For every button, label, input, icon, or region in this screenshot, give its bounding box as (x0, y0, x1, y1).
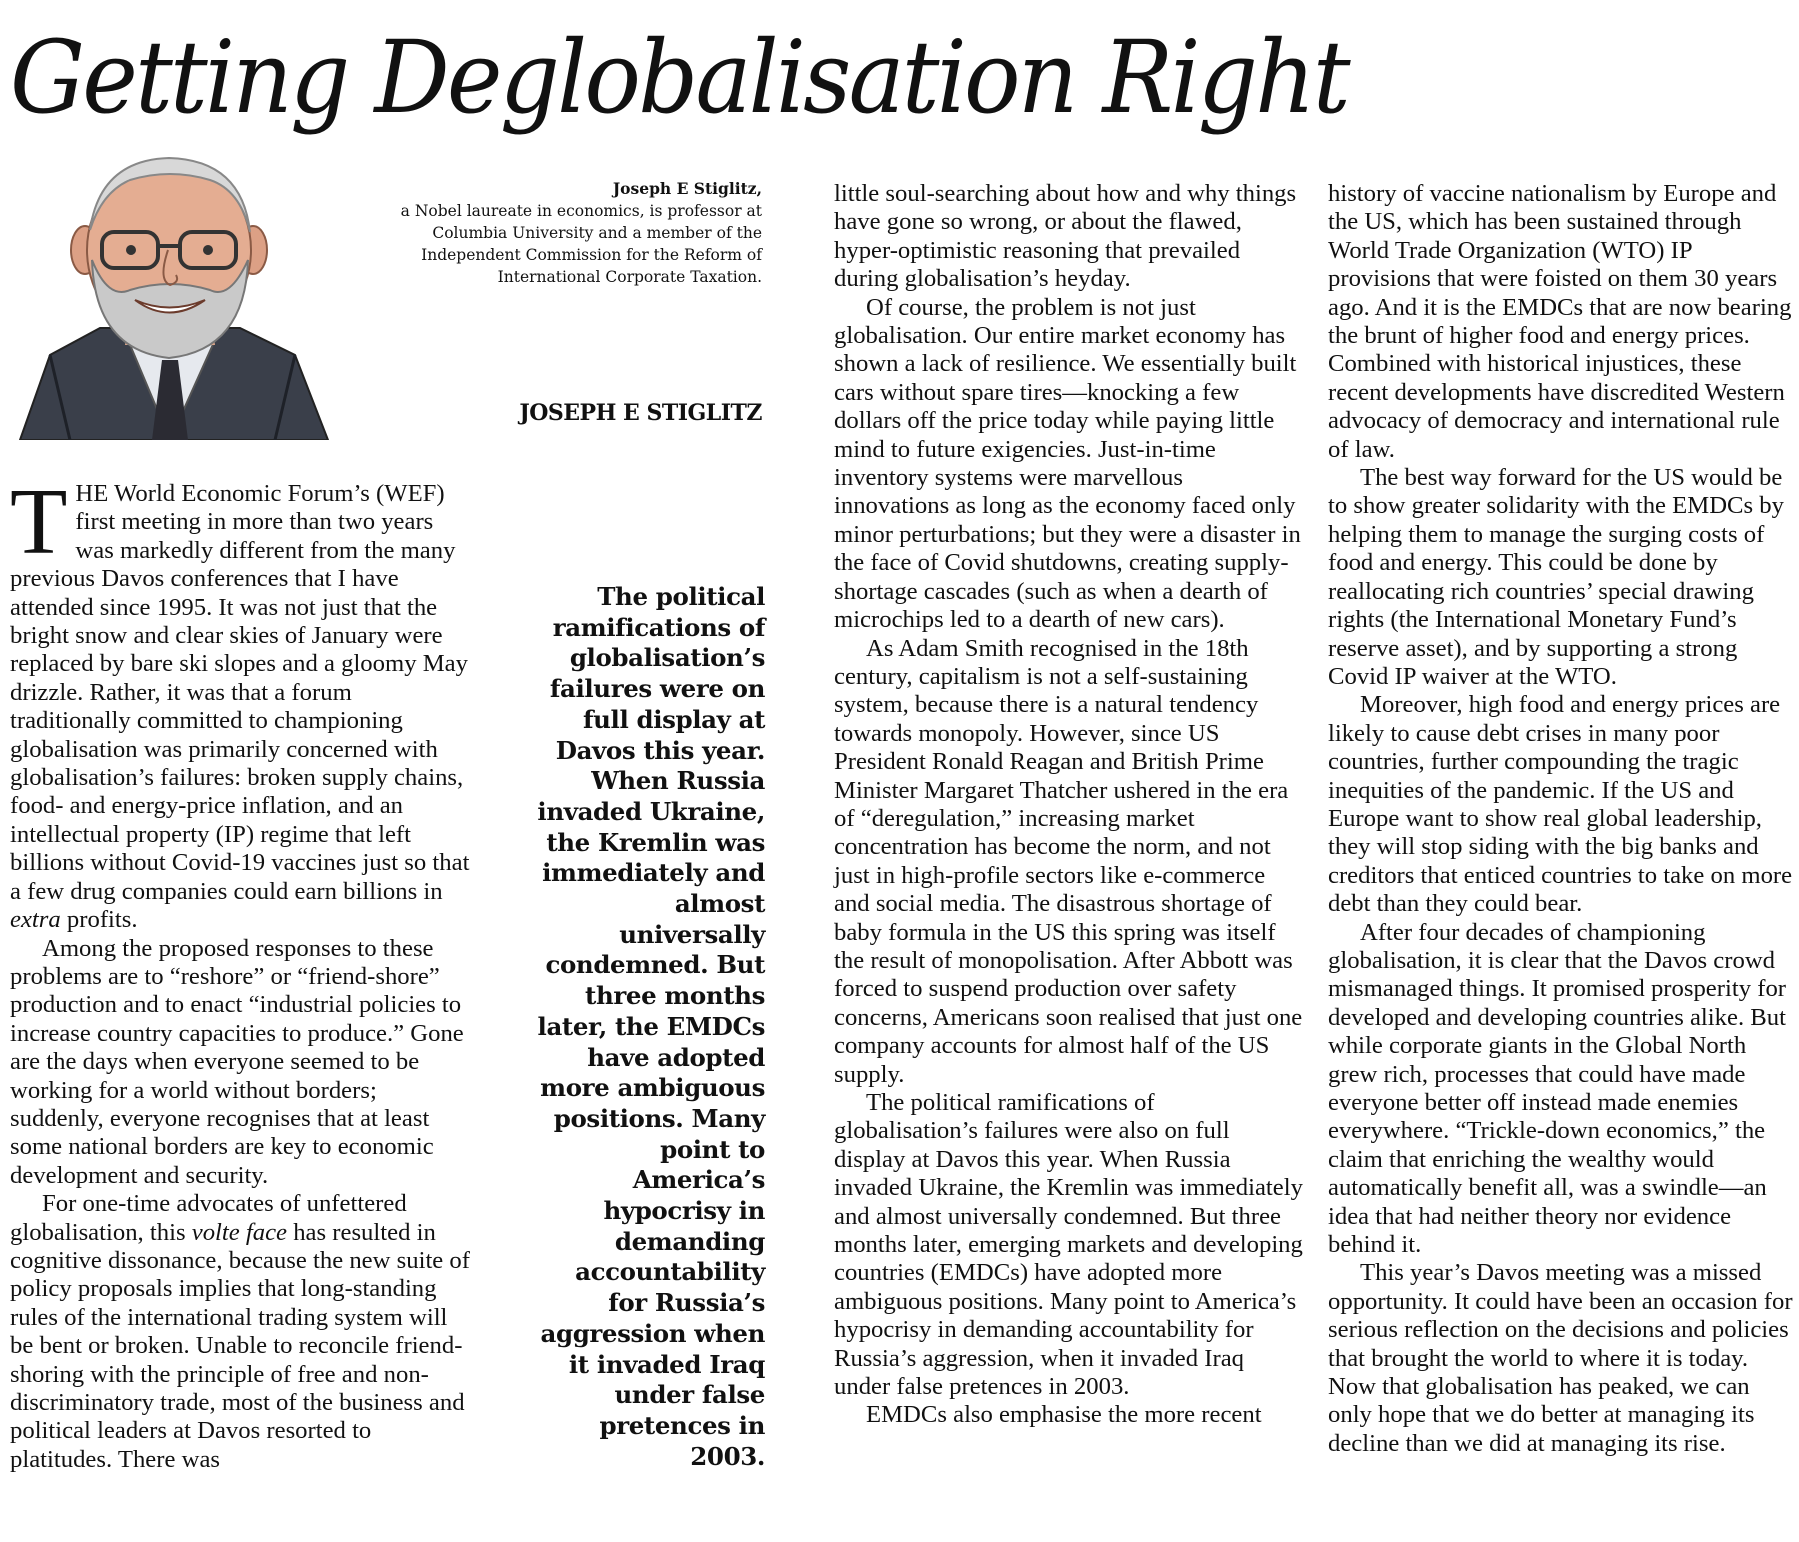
article-paragraph: This year’s Davos meeting was a missed opportunity. It could have been an occasion for serious reflection on the decisions and policies that brought the world to where it is today. Now that globalisation has peaked, we can only hope that we do better at managing its decline than we did at managing its rise. (1328, 1259, 1793, 1457)
article-paragraph: Among the proposed responses to these problems are to “reshore” or “friend-shore” production and to enact “industrial policies to increase country capacities to produce.” Gone are the days when everyone seemed to be working for a world without borders; suddenly, everyone recognises that at least some national borders are key to economic development and security. (10, 934, 464, 1189)
headline: Getting Deglobalisation Right (10, 19, 1348, 136)
article-paragraph: Moreover, high food and energy prices are likely to cause debt crises in many poor countries, further compounding the tragic inequities of the pandemic. If the US and Europe want to show real global leadership, they will stop siding with the big banks and creditors that enticed countries to take on more debt than they could bear. (1328, 691, 1793, 918)
article-column-1 (10, 470, 472, 1474)
article-column-3 (834, 180, 1304, 1430)
drop-cap: T (10, 470, 68, 574)
article-paragraph: As Adam Smith recognised in the 18th century, capitalism is not a self-sustaining system, because there is a natural tendency towards monopoly. However, since US President Ronald Reagan and British Prime Minister Margaret Thatcher ushered in the era of “deregulation,” increasing market concentration has become the norm, and not just in high-profile sectors like e-commerce and social media. The disastrous shortage of baby formula in the US this spring was itself the result of monopolisation. After Abbott was forced to suspend production over safety concerns, Americans soon realised that just one company accounts for almost half of the US supply. (834, 634, 1303, 1088)
article-paragraph: THE World Economic Forum’s (WEF) first meeting in more than two years was markedly different from the many previous Davos conferences that I have attended since 1995. It was not just that the bright snow and clear skies of January were replaced by bare ski slopes and a gloomy May drizzle. Rather, it was that a forum traditionally committed to championing globalisation was primarily concerned with globalisation’s failures: broken supply chains, food- and energy-price inflation, and an intellectual property (IP) regime that left billions without Covid-19 vaccines just so that a few drug companies could earn billions in extra profits. (10, 470, 470, 934)
article-paragraph: After four decades of championing globalisation, it is clear that the Davos crowd mismanaged things. It promised prosperity for developed and developing countries alike. But while corporate giants in the Global North grew rich, processes that could have made everyone better off instead made enemies everywhere. “Trickle-down economics,” the claim that enriching the wealthy would automatically benefit all, was a swindle—an idea that had neither theory nor evidence behind it. (1328, 918, 1787, 1259)
article-paragraph: The political ramifications of globalisation’s failures were also on full display at Davos this year. When Russia invaded Ukraine, the Kremlin was immediately and almost universally condemned. But three months later, emerging markets and developing countries (EMDCs) have adopted more ambiguous positions. Many point to America’s hypocrisy in demanding accountability for Russia’s aggression, when it invaded Iraq under false pretences in 2003. (834, 1089, 1303, 1401)
article-paragraph: EMDCs also emphasise the more recent (866, 1401, 1262, 1429)
article-column-4 (1328, 180, 1796, 1458)
author-bio-name: Joseph E Stiglitz, (612, 179, 762, 198)
article-paragraph: The best way forward for the US would be to show greater solidarity with the EMDCs by helping them to manage the surging costs of food and energy. This could be done by reallocating rich countries’ special drawing rights (the International Monetary Fund’s reserve asset), and by supporting a strong Covid IP waiver at the WTO. (1328, 464, 1784, 690)
pull-quote (535, 582, 765, 1472)
author-bio (400, 178, 762, 288)
pull-quote-text: The political ramifications of globalisation’s failures were on full display at Davos this year. When Russia invaded Ukraine, the Kremlin was immediately and almost universally condemned. But three months later, the EMDCs have adopted more ambiguous positions. Many point to America’s hypocrisy in demanding accountability for Russia’s aggression when it invaded Iraq under false pretences in 2003. (537, 582, 765, 1471)
author-bio-description: a Nobel laureate in economics, is professor at Columbia University and a member of the Independent Commission for the Reform of International Corporate Taxation. (400, 202, 762, 286)
byline: JOSEPH E STIGLITZ (519, 400, 762, 426)
article-paragraph: little soul-searching about how and why things have gone so wrong, or about the flawed, hyper-optimistic reasoning that prevailed during globalisation’s heyday. (834, 180, 1297, 293)
article-paragraph: Of course, the problem is not just globalisation. Our entire market economy has shown a lack of resilience. We essentially built cars without spare tires—knocking a few dollars off the price today while paying little mind to future exigencies. Just-in-time inventory systems were marvellous innovations as long as the economy faced only minor perturbations; but they were a disaster in the face of Covid shutdowns, creating supply-shortage cascades (such as when a dearth of microchips led to a dearth of new cars). (834, 293, 1301, 634)
article-paragraph: For one-time advocates of unfettered globalisation, this volte face has resulted in cognitive dissonance, because the new suite of policy proposals implies that long-standing rules of the international trading system will be bent or broken. Unable to reconcile friend-shoring with the principle of free and non-discriminatory trade, most of the business and political leaders at Davos resorted to platitudes. There was (10, 1190, 470, 1473)
author-portrait-icon (10, 150, 330, 440)
article-paragraph: history of vaccine nationalism by Europe and the US, which has been sustained through World Trade Organization (WTO) IP provisions that were foisted on them 30 years ago. And it is the EMDCs that are now bearing the brunt of higher food and energy prices. Combined with historical injustices, these recent developments have discredited Western advocacy of democracy and international rule of law. (1328, 180, 1792, 463)
author-portrait-illustration (10, 150, 330, 440)
